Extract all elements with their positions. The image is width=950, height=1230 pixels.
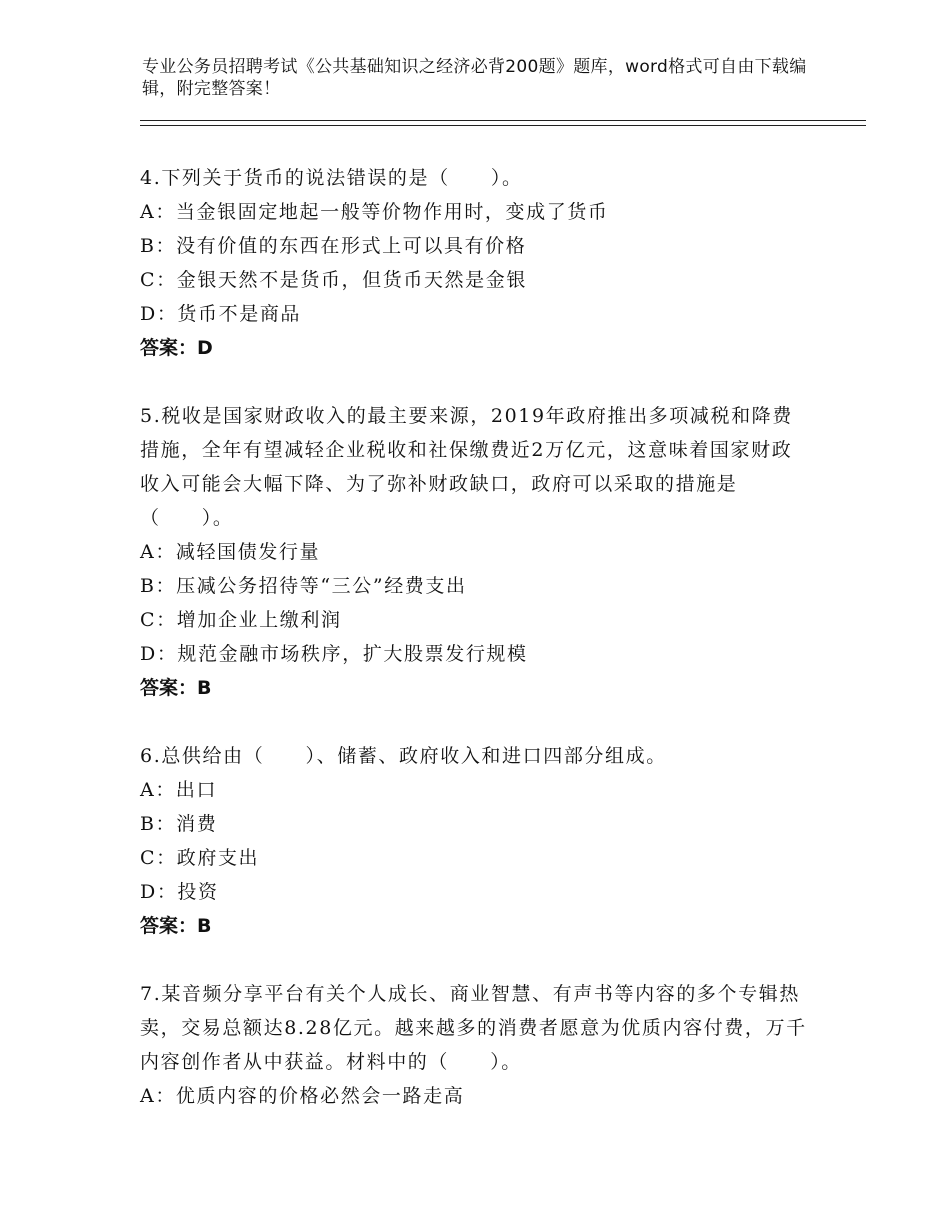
- option-c: C：政府支出: [140, 847, 260, 869]
- option-a: A：当金银固定地起一般等价物作用时，变成了货币: [140, 201, 609, 223]
- question-6: [140, 739, 810, 943]
- question-7: [140, 977, 810, 1113]
- header-double-rule: [140, 120, 866, 126]
- option-a: A：优质内容的价格必然会一路走高: [140, 1085, 465, 1107]
- question-stem: 5.税收是国家财政收入的最主要来源，2019年政府推出多项减税和降费措施，全年有望减轻企业税收和社保缴费近2万亿元，这意味着国家财政收入可能会大幅下降、为了弥补财政缺口，政府可以采取的措施是（ ）。: [140, 405, 793, 529]
- question-stem: 7.某音频分享平台有关个人成长、商业智慧、有声书等内容的多个专辑热卖，交易总额达8.28亿元。越来越多的消费者愿意为优质内容付费，万千内容创作者从中获益。材料中的（ ）。: [140, 983, 807, 1073]
- option-a: A：出口: [140, 779, 218, 801]
- option-b: B：没有价值的东西在形式上可以具有价格: [140, 235, 527, 257]
- option-c: C：增加企业上缴利润: [140, 609, 342, 631]
- answer-line: 答案：B: [140, 677, 212, 699]
- option-d: D：规范金融市场秩序，扩大股票发行规模: [140, 643, 528, 665]
- option-d: D：货币不是商品: [140, 303, 302, 325]
- option-c: C：金银天然不是货币，但货币天然是金银: [140, 269, 527, 291]
- question-5: [140, 399, 810, 705]
- document-header: 专业公务员招聘考试《公共基础知识之经济必背200题》题库，word格式可自由下载编辑，附完整答案！: [142, 57, 807, 99]
- question-4: [140, 161, 810, 365]
- question-stem: 4.下列关于货币的说法错误的是（ ）。: [140, 167, 523, 189]
- question-list: [140, 161, 810, 1147]
- option-b: B：压减公务招待等“三公”经费支出: [140, 575, 467, 597]
- option-b: B：消费: [140, 813, 218, 835]
- question-stem: 6.总供给由（ ）、储蓄、政府收入和进口四部分组成。: [140, 745, 667, 767]
- answer-line: 答案：D: [140, 337, 213, 359]
- option-d: D：投资: [140, 881, 219, 903]
- option-a: A：减轻国债发行量: [140, 541, 321, 563]
- answer-line: 答案：B: [140, 915, 212, 937]
